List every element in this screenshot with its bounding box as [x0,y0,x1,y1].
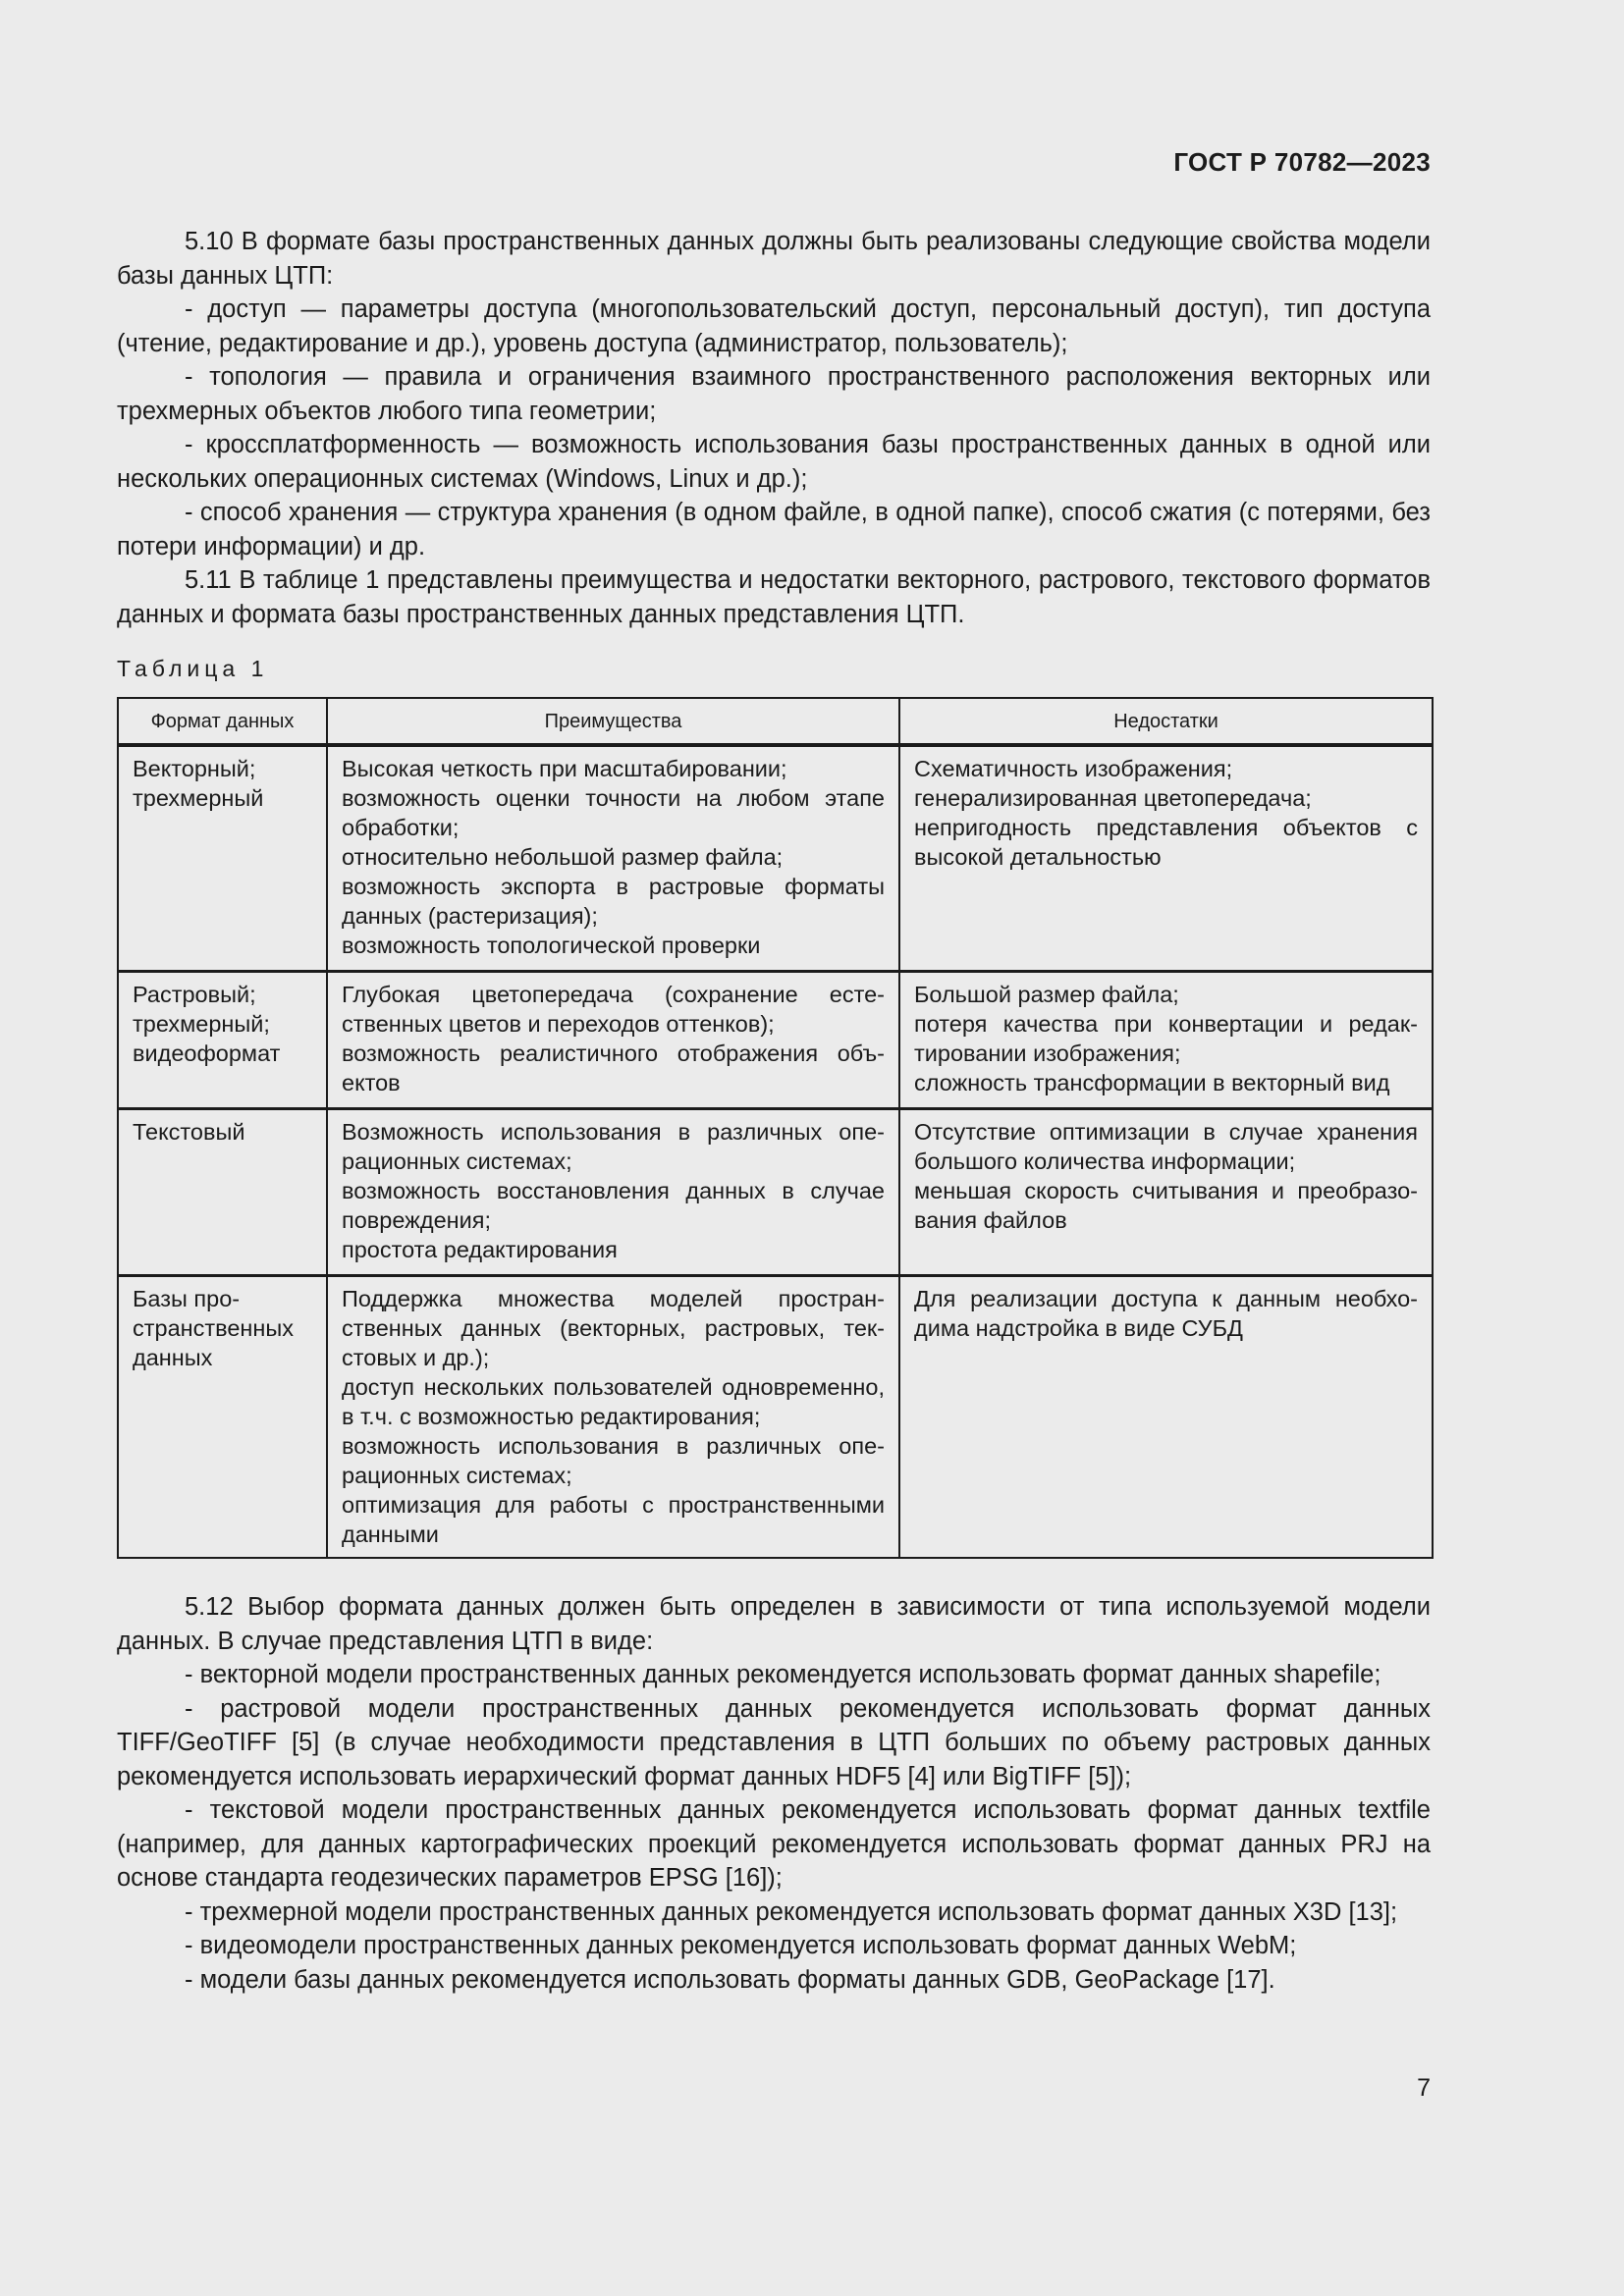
section-5-12-item-database: - модели базы данных рекомендуется использовать форматы данных GDB, GeoPackage [17]. [185,1965,1275,1994]
cell-disadvantages [899,745,1433,971]
cell-line: трехмерный; [133,1010,270,1037]
section-5-10-item-access: - доступ — параметры доступа (многопользовательский доступ, персональный доступ), тип доступа (чтение, редактирование и др.), уровень доступа (администратор, пользователь); [117,295,1431,357]
cell-format [118,1108,327,1275]
cell-line: простота редактирования [342,1236,618,1262]
cell-line: меньшая скорость считывания и преобразования файлов [914,1177,1418,1233]
cell-line: оптимизация для работы с пространственными данными [342,1491,885,1547]
cell-line: доступ нескольких пользователей одновременно, в т.ч. с возможностью редактирования; [342,1373,885,1429]
cell-format [118,1275,327,1558]
table-row [118,1275,1433,1558]
header-disadvantages: Недостатки [899,698,1433,745]
table-row [118,971,1433,1108]
cell-line: относительно небольшой размер файла; [342,844,784,870]
table-row [118,1108,1433,1275]
cell-advantages [327,971,899,1108]
section-5-10-item-storage: - способ хранения — структура хранения (в одном файле, в одной папке), способ сжатия (с потерями, без потери информации) и др. [117,499,1431,561]
cell-line: Возможность использования в различных операционных системах; [342,1118,885,1174]
cell-line: Текстовый [133,1118,245,1145]
header-format: Формат данных [118,698,327,745]
section-5-10-item-crossplatform: - кроссплатформенность — возможность использования базы пространственных данных в одной или нескольких операционных системах (Windows, Linux и др.); [117,431,1431,493]
cell-line: Отсутствие оптимизации в случае хранения большого количества информации; [914,1118,1418,1174]
table-caption: Таблица 1 [117,656,269,681]
table-row [118,745,1433,971]
cell-advantages [327,745,899,971]
cell-line: видеоформат [133,1040,281,1066]
cell-format [118,745,327,971]
section-5-12-item-raster: - растровой модели пространственных данных рекомендуется использовать формат данных TIFF/GeoTIFF [5] (в случае необходимости представления в ЦТП больших по объему растровых данных рекомендуется использовать иерархический формат данных HDF5 [4] или BigTIFF [5]); [117,1694,1431,1790]
cell-disadvantages [899,1108,1433,1275]
section-5-12-intro: 5.12 Выбор формата данных должен быть определен в зависимости от типа используемой модели данных. В случае представления ЦТП в виде: [117,1593,1431,1655]
section-5-11-text: 5.11 В таблице 1 представлены преимущества и недостатки векторного, растрового, текстового форматов данных и формата базы пространственных данных представления ЦТП. [117,566,1431,628]
cell-line: возможность топологической проверки [342,933,761,958]
section-5-12-item-text: - текстовой модели пространственных данных рекомендуется использовать формат данных textfile (например, для данных картографических проекций рекомендуется использовать формат данных PRJ на основе стандарта геодезических параметров EPSG [16]); [117,1796,1431,1892]
section-5-12-item-3d: - трехмерной модели пространственных данных рекомендуется использовать формат данных X3D [13]; [185,1897,1398,1926]
cell-line: возможность оценки точности на любом этапе обработки; [342,785,885,840]
cell-line: генерализированная цветопередача; [914,785,1312,811]
cell-line: Глубокая цветопередача (сохранение естественных цветов и переходов оттенков); [342,981,885,1037]
cell-line: Базы пространственных данных [133,1285,295,1370]
section-5-10-intro: 5.10 В формате базы пространственных данных должны быть реализованы следующие свойства модели базы данных ЦТП: [117,228,1431,290]
header-advantages: Преимущества [327,698,899,745]
cell-line: Большой размер файла; [914,981,1179,1007]
section-5-10-5-11 [117,225,1431,631]
cell-line: возможность восстановления данных в случае повреждения; [342,1177,885,1233]
cell-line: возможность реалистичного отображения объектов [342,1040,885,1095]
cell-line: Растровый; [133,981,256,1007]
cell-disadvantages [899,1275,1433,1558]
table-header-row [118,698,1433,745]
cell-line: Высокая четкость при масштабировании; [342,756,787,781]
cell-format [118,971,327,1108]
section-5-12-item-vector: - векторной модели пространственных данных рекомендуется использовать формат данных shapefile; [185,1661,1381,1688]
cell-line: Векторный; [133,756,256,781]
cell-advantages [327,1275,899,1558]
formats-comparison-table [117,697,1434,1559]
cell-line: Для реализации доступа к данным необходима надстройка в виде СУБД [914,1285,1418,1341]
page-number: 7 [1417,2074,1431,2102]
cell-line: возможность экспорта в растровые форматы данных (растеризация); [342,874,885,929]
cell-advantages [327,1108,899,1275]
cell-line: сложность трансформации в векторный вид [914,1069,1390,1095]
section-5-12 [117,1590,1431,1997]
cell-line: непригодность представления объектов с высокой детальностью [914,815,1418,870]
document-code-header: ГОСТ Р 70782—2023 [1173,147,1431,177]
section-5-12-item-video: - видеомодели пространственных данных рекомендуется использовать формат данных WebM; [185,1932,1297,1959]
cell-line: трехмерный [133,785,264,811]
cell-line: потеря качества при конвертации и редактировании изображения; [914,1010,1418,1066]
section-5-10-item-topology: - топология — правила и ограничения взаимного пространственного расположения векторных или трехмерных объектов любого типа геометрии; [117,363,1431,425]
cell-disadvantages [899,971,1433,1108]
cell-line: возможность использования в различных операционных системах; [342,1432,885,1488]
cell-line: Схематичность изображения; [914,756,1233,781]
cell-line: Поддержка множества моделей пространственных данных (векторных, растровых, текстовых и др.); [342,1285,885,1370]
